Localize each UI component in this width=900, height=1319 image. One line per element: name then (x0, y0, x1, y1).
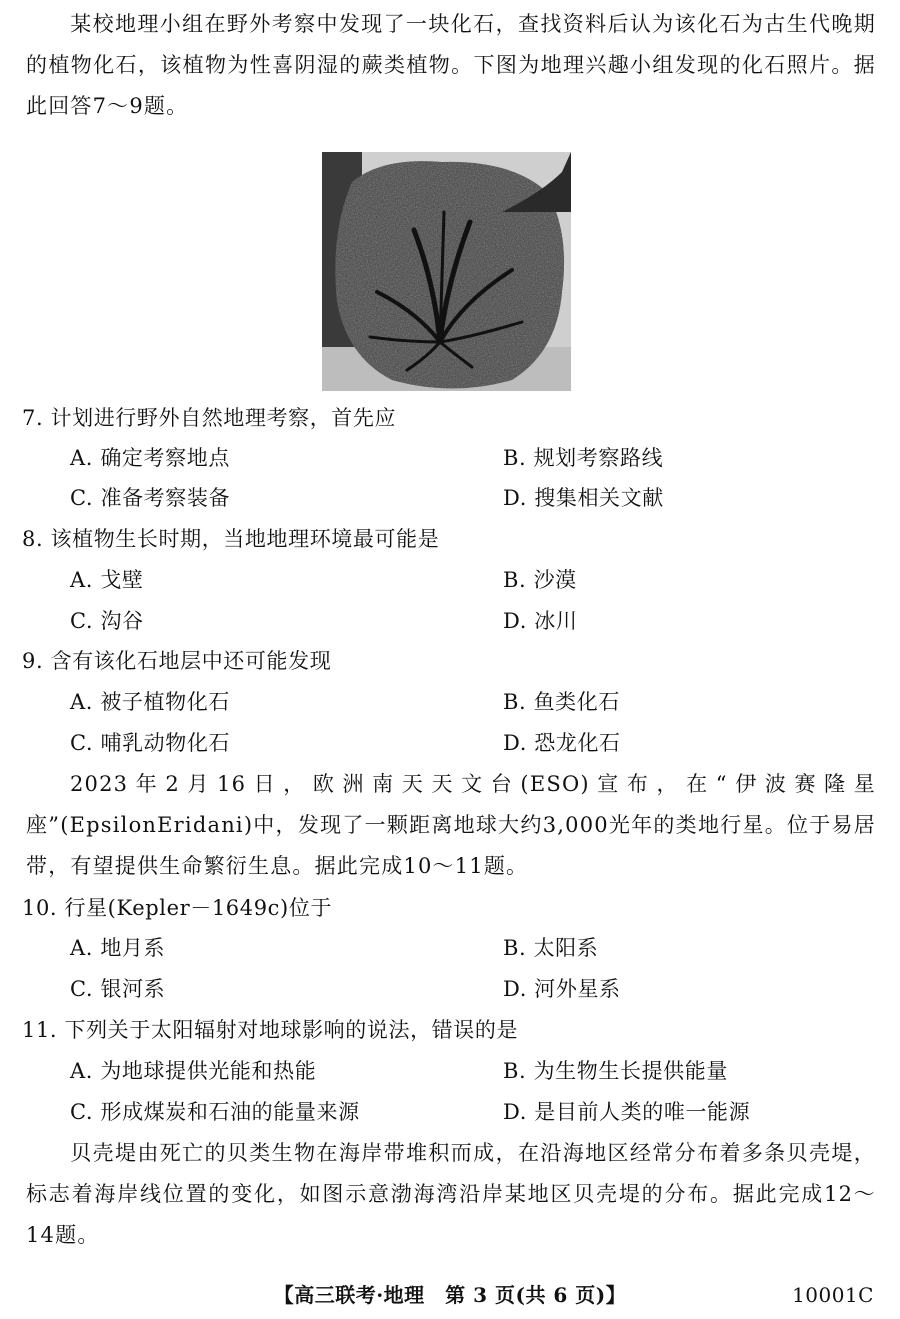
q10-option-d: D. 河外星系 (503, 977, 621, 1001)
q8-option-b: B. 沙漠 (503, 568, 577, 592)
passage-shell-ridge: 贝壳堤由死亡的贝类生物在海岸带堆积而成，在沿海地区经常分布着多条贝壳堤，标志着海岸线位置的变化，如图示意渤海湾沿岸某地区贝壳堤的分布。据此完成12～14题。 (26, 1141, 876, 1247)
q7-option-b: B. 规划考察路线 (503, 446, 664, 470)
page-footer (0, 1280, 900, 1310)
q11-option-b: B. 为生物生长提供能量 (503, 1059, 728, 1083)
question-10: 10. 行星(Kepler－1649c)位于 (22, 896, 333, 920)
q9-option-d: D. 恐龙化石 (503, 731, 621, 755)
q7-option-d: D. 搜集相关文献 (503, 486, 664, 510)
question-11: 11. 下列关于太阳辐射对地球影响的说法，错误的是 (22, 1018, 519, 1042)
question-7: 7. 计划进行野外自然地理考察，首先应 (22, 406, 397, 430)
q7-option-c: C. 准备考察装备 (70, 486, 231, 510)
q8-option-c: C. 沟谷 (70, 609, 144, 633)
q9-option-a: A. 被子植物化石 (70, 690, 230, 714)
q7-option-a: A. 确定考察地点 (70, 446, 230, 470)
question-8: 8. 该植物生长时期，当地地理环境最可能是 (22, 527, 440, 551)
passage-fossil: 某校地理小组在野外考察中发现了一块化石，查找资料后认为该化石为古生代晚期的植物化石，该植物为性喜阴湿的蕨类植物。下图为地理兴趣小组发现的化石照片。据此回答7～9题。 (26, 12, 876, 118)
footer-title: 【高三联考·地理 第 3 页(共 6 页)】 (273, 1283, 627, 1307)
q10-option-b: B. 太阳系 (503, 936, 599, 960)
q11-option-a: A. 为地球提供光能和热能 (70, 1059, 317, 1083)
q9-option-b: B. 鱼类化石 (503, 690, 620, 714)
q11-option-c: C. 形成煤炭和石油的能量来源 (70, 1100, 360, 1124)
passage-exoplanet: 2023年2月16日，欧洲南天天文台(ESO)宣布，在“伊波赛隆星座”(EpsilonEridani)中，发现了一颗距离地球大约3,000光年的类地行星。位于易居带，有望提供生命繁衍生息。据此完成10～11题。 (26, 772, 876, 878)
q8-option-d: D. 冰川 (503, 609, 578, 633)
fossil-photo (322, 152, 571, 391)
q10-option-a: A. 地月系 (70, 936, 166, 960)
question-9: 9. 含有该化石地层中还可能发现 (22, 649, 332, 673)
q11-option-d: D. 是目前人类的唯一能源 (503, 1100, 751, 1124)
footer-code: 10001C (792, 1283, 874, 1307)
q8-option-a: A. 戈壁 (70, 568, 144, 592)
q10-option-c: C. 银河系 (70, 977, 166, 1001)
q9-option-c: C. 哺乳动物化石 (70, 731, 231, 755)
